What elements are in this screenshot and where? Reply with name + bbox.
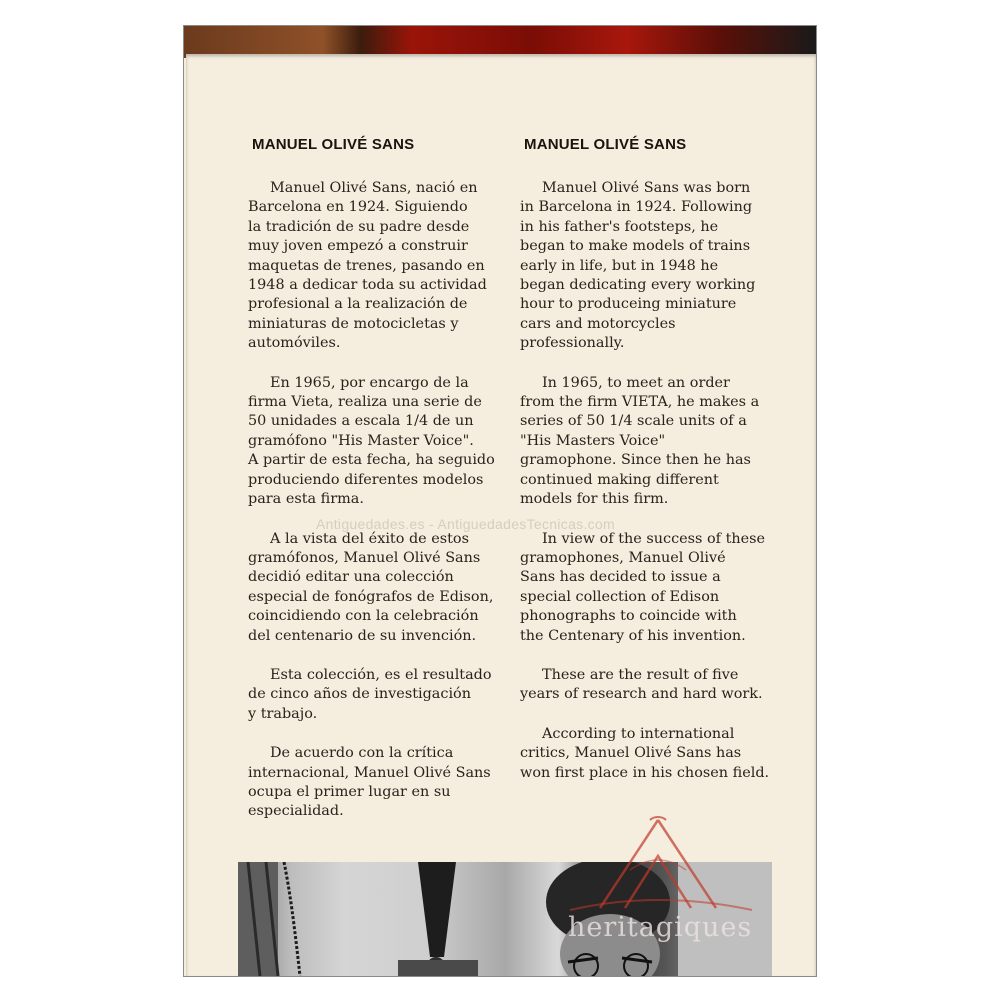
english-paragraph: According to international critics, Manuel Olivé Sans has won first place in his chosen field. (520, 725, 770, 781)
spanish-paragraph: A la vista del éxito de estos gramófonos, Manuel Olivé Sans decidió editar una colección especial de fonógrafos de Edison, coincidiendo con la celebración del centenario de su invención. (248, 530, 494, 644)
spanish-paragraph: De acuerdo con la crítica internacional, Manuel Olivé Sans ocupa el primer lugar en su especialidad. (248, 745, 491, 820)
english-paragraph: In 1965, to meet an order from the firm VIETA, he makes a series of 50 1/4 scale units of a "His Masters Voice" gramophone. Since then he has continued making different models for this firm. (520, 374, 760, 508)
english-column (520, 136, 770, 803)
english-paragraph: In view of the success of these gramophones, Manuel Olivé Sans has decided to issue a special collection of Edison phonographs to coincide with the Centenary of his invention. (520, 530, 766, 644)
logo-text: heritagiques (568, 912, 753, 943)
english-heading: MANUEL OLIVÉ SANS (524, 136, 687, 153)
spanish-heading: MANUEL OLIVÉ SANS (252, 136, 415, 153)
english-paragraph: Manuel Olivé Sans was born in Barcelona in 1924. Following in his father's footsteps, he began to make models of trains early in life, but in 1948 he began dedicating every working hour to produceing miniature cars and motorcycles professionally. (520, 180, 756, 352)
spanish-paragraph: En 1965, por encargo de la firma Vieta, realiza una serie de 50 unidades a escala 1/4 de un gramófono "His Master Voice". A partir de esta fecha, ha seguido produciendo diferentes modelos para esta firma. (248, 374, 495, 508)
spanish-paragraph: Manuel Olivé Sans, nació en Barcelona en 1924. Siguiendo la tradición de su padre desde muy joven empezó a construir maquetas de trenes, pasando en 1948 a dedicar toda su actividad profesional a la realización de miniaturas de motocicletas y automóviles. (248, 180, 487, 352)
spanish-paragraph: Esta colección, es el resultado de cinco años de investigación y trabajo. (248, 666, 492, 722)
english-paragraph: These are the result of five years of research and hard work. (520, 666, 763, 703)
watermark-text: Antiguedades.es - AntiguedadesTecnicas.com (316, 516, 616, 532)
spanish-column (248, 136, 498, 842)
